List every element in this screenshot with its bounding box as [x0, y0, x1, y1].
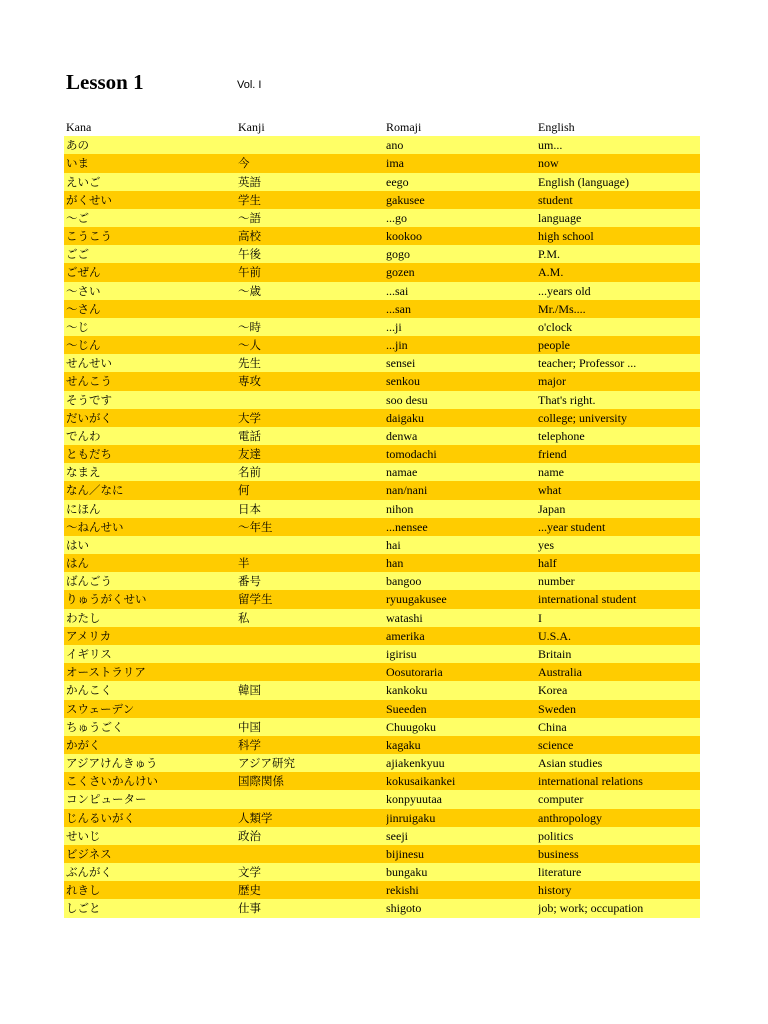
table-row — [64, 445, 700, 463]
romaji-cell: senkou — [386, 374, 420, 389]
english-cell: That's right. — [538, 392, 596, 407]
kana-cell: ぶんがく — [66, 865, 112, 880]
english-cell: international student — [538, 592, 637, 607]
english-cell: yes — [538, 537, 554, 552]
english-cell: high school — [538, 229, 594, 244]
kana-cell: 〜じ — [66, 319, 89, 334]
romaji-cell: watashi — [386, 610, 423, 625]
kana-cell: こうこう — [66, 229, 112, 244]
english-cell: major — [538, 374, 566, 389]
kana-cell: がくせい — [66, 192, 112, 207]
romaji-cell: gakusee — [386, 192, 425, 207]
kana-cell: オーストラリア — [66, 665, 146, 680]
english-cell: student — [538, 192, 573, 207]
kana-cell: かがく — [66, 737, 101, 752]
romaji-cell: ajiakenkyuu — [386, 756, 445, 771]
english-cell: Japan — [538, 501, 566, 516]
kanji-cell: 私 — [238, 610, 250, 625]
english-cell: history — [538, 883, 572, 898]
english-cell: number — [538, 574, 575, 589]
kanji-cell: 国際関係 — [238, 774, 284, 789]
english-cell: job; work; occupation — [538, 901, 644, 916]
romaji-cell: hai — [386, 537, 401, 552]
english-cell: Australia — [538, 665, 582, 680]
header-english: English — [538, 120, 575, 134]
kanji-cell: 専攻 — [238, 374, 261, 389]
table-row — [64, 700, 700, 718]
kana-cell: だいがく — [66, 410, 112, 425]
english-cell: international relations — [538, 774, 643, 789]
kanji-cell — [238, 136, 386, 154]
english-cell: business — [538, 846, 579, 861]
kanji-cell: 文学 — [238, 865, 261, 880]
english-cell: China — [538, 719, 567, 734]
romaji-cell: sensei — [386, 356, 416, 371]
romaji-cell: ima — [386, 156, 404, 171]
table-row — [64, 136, 700, 154]
english-cell: ...years old — [538, 283, 591, 298]
english-cell: what — [538, 483, 562, 498]
header-kanji: Kanji — [238, 120, 265, 134]
kanji-cell — [238, 845, 386, 863]
kana-cell: はい — [66, 537, 89, 552]
romaji-cell: eego — [386, 174, 409, 189]
kanji-cell: 中国 — [238, 719, 261, 734]
kana-cell: ちゅうごく — [66, 719, 124, 734]
romaji-cell: ...sai — [386, 283, 409, 298]
english-cell: people — [538, 338, 570, 353]
kana-cell: じんるいがく — [66, 810, 135, 825]
table-row — [64, 863, 700, 881]
table-row — [64, 409, 700, 427]
english-cell: college; university — [538, 410, 627, 425]
table-row — [64, 481, 700, 499]
romaji-cell: ...san — [386, 301, 411, 316]
kana-cell: れきし — [66, 883, 101, 898]
romaji-cell: ...jin — [386, 338, 408, 353]
romaji-cell: Oosutoraria — [386, 665, 443, 680]
romaji-cell: kankoku — [386, 683, 428, 698]
kana-cell: はん — [66, 556, 89, 571]
romaji-cell: ...go — [386, 210, 407, 225]
kana-cell: こくさいかんけい — [66, 774, 158, 789]
page-title: Lesson 1 — [66, 70, 144, 94]
kanji-cell — [238, 300, 386, 318]
romaji-cell: amerika — [386, 628, 425, 643]
english-cell: politics — [538, 828, 574, 843]
romaji-cell: rekishi — [386, 883, 419, 898]
table-row — [64, 554, 700, 572]
table-row — [64, 536, 700, 554]
table-row — [64, 245, 700, 263]
english-cell: A.M. — [538, 265, 564, 280]
romaji-cell: daigaku — [386, 410, 424, 425]
english-cell: U.S.A. — [538, 628, 572, 643]
kanji-cell — [238, 663, 386, 681]
table-row — [64, 736, 700, 754]
romaji-cell: shigoto — [386, 901, 422, 916]
table-row — [64, 354, 700, 372]
kana-cell: ばんごう — [66, 574, 112, 589]
kana-cell: ごぜん — [66, 265, 101, 280]
english-cell: Sweden — [538, 701, 576, 716]
kana-cell: りゅうがくせい — [66, 592, 147, 607]
kanji-cell: 午前 — [238, 265, 261, 280]
table-row — [64, 263, 700, 281]
english-cell: name — [538, 465, 564, 480]
english-cell: science — [538, 737, 574, 752]
romaji-cell: ...ji — [386, 319, 402, 334]
english-cell: teacher; Professor ... — [538, 356, 637, 371]
table-row — [64, 282, 700, 300]
kana-cell: でんわ — [66, 428, 101, 443]
romaji-cell: soo desu — [386, 392, 428, 407]
romaji-cell: ...nensee — [386, 519, 428, 534]
romaji-cell: kookoo — [386, 229, 422, 244]
romaji-cell: jinruigaku — [386, 810, 436, 825]
kanji-cell: 英語 — [238, 174, 261, 189]
table-header — [64, 118, 700, 136]
kanji-cell: 高校 — [238, 229, 261, 244]
kanji-cell: 韓国 — [238, 683, 261, 698]
kana-cell: 〜さん — [66, 301, 101, 316]
table-row — [64, 300, 700, 318]
kanji-cell: 半 — [238, 556, 250, 571]
romaji-cell: ano — [386, 138, 404, 153]
english-cell: computer — [538, 792, 584, 807]
table-row — [64, 627, 700, 645]
table-row — [64, 500, 700, 518]
table-row — [64, 427, 700, 445]
english-cell: anthropology — [538, 810, 602, 825]
kana-cell: にほん — [66, 501, 101, 516]
english-cell: o'clock — [538, 319, 573, 334]
romaji-cell: igirisu — [386, 646, 417, 661]
kana-cell: スウェーデン — [66, 701, 135, 716]
kanji-cell: 〜人 — [238, 338, 261, 353]
table-row — [64, 154, 700, 172]
kanji-cell: 電話 — [238, 428, 261, 443]
table-row — [64, 754, 700, 772]
table-row — [64, 809, 700, 827]
table-row — [64, 518, 700, 536]
table-row — [64, 209, 700, 227]
romaji-cell: tomodachi — [386, 447, 437, 462]
english-cell: Asian studies — [538, 756, 603, 771]
table-row — [64, 827, 700, 845]
romaji-cell: seeji — [386, 828, 408, 843]
table-row — [64, 663, 700, 681]
romaji-cell: konpyuutaa — [386, 792, 442, 807]
table-body — [64, 136, 700, 917]
romaji-cell: bijinesu — [386, 846, 424, 861]
romaji-cell: denwa — [386, 428, 418, 443]
kanji-cell: 人類学 — [238, 810, 273, 825]
english-cell: I — [538, 610, 542, 625]
table-row — [64, 227, 700, 245]
kanji-cell — [238, 790, 386, 808]
kana-cell: かんこく — [66, 683, 112, 698]
table-row — [64, 681, 700, 699]
english-cell: P.M. — [538, 247, 561, 262]
kanji-cell: 今 — [238, 156, 250, 171]
table-row — [64, 645, 700, 663]
kanji-cell: 何 — [238, 483, 250, 498]
english-cell: friend — [538, 447, 567, 462]
kana-cell: しごと — [66, 901, 101, 916]
romaji-cell: nihon — [386, 501, 414, 516]
romaji-cell: ryuugakusee — [386, 592, 447, 607]
kana-cell: わたし — [66, 610, 101, 625]
table-row — [64, 609, 700, 627]
kana-cell: コンピューター — [66, 792, 147, 807]
kana-cell: ビジネス — [66, 846, 112, 861]
kanji-cell: 〜語 — [238, 210, 261, 225]
table-row — [64, 881, 700, 899]
header-kana: Kana — [66, 120, 92, 134]
romaji-cell: namae — [386, 465, 418, 480]
table-row — [64, 572, 700, 590]
romaji-cell: gozen — [386, 265, 415, 280]
table-row — [64, 318, 700, 336]
vocabulary-table — [64, 118, 700, 918]
english-cell: telephone — [538, 428, 585, 443]
kana-cell: 〜ねんせい — [66, 519, 124, 534]
romaji-cell: han — [386, 556, 404, 571]
kanji-cell: 歴史 — [238, 883, 261, 898]
kanji-cell: 政治 — [238, 828, 261, 843]
kana-cell: あの — [66, 138, 89, 153]
kana-cell: せいじ — [66, 828, 101, 843]
romaji-cell: Sueeden — [386, 701, 427, 716]
kanji-cell: アジア研究 — [238, 756, 296, 771]
table-row — [64, 590, 700, 608]
english-cell: Britain — [538, 646, 572, 661]
kanji-cell: 仕事 — [238, 901, 261, 916]
kanji-cell: 名前 — [238, 465, 261, 480]
kana-cell: そうです — [66, 392, 112, 407]
kanji-cell — [238, 700, 386, 718]
kanji-cell: 科学 — [238, 737, 261, 752]
table-row — [64, 391, 700, 409]
kanji-cell: 〜歳 — [238, 283, 261, 298]
kanji-cell: 午後 — [238, 247, 261, 262]
kana-cell: アジアけんきゅう — [66, 756, 158, 771]
romaji-cell: Chuugoku — [386, 719, 437, 734]
kanji-cell — [238, 536, 386, 554]
kanji-cell: 大学 — [238, 410, 261, 425]
table-row — [64, 718, 700, 736]
romaji-cell: gogo — [386, 247, 410, 262]
volume-label: Vol. I — [237, 79, 262, 91]
kanji-cell — [238, 627, 386, 645]
kana-cell: 〜ご — [66, 210, 89, 225]
kana-cell: せんせい — [66, 356, 112, 371]
romaji-cell: bungaku — [386, 865, 428, 880]
english-cell: English (language) — [538, 174, 629, 189]
kanji-cell: 番号 — [238, 574, 261, 589]
table-row — [64, 372, 700, 390]
kanji-cell: 留学生 — [238, 592, 273, 607]
romaji-cell: kagaku — [386, 737, 421, 752]
english-cell: literature — [538, 865, 582, 880]
romaji-cell: nan/nani — [386, 483, 428, 498]
table-row — [64, 463, 700, 481]
kanji-cell: 先生 — [238, 356, 261, 371]
table-row — [64, 336, 700, 354]
english-cell: Mr./Ms.... — [538, 301, 586, 316]
english-cell: language — [538, 210, 582, 225]
table-row — [64, 790, 700, 808]
table-row — [64, 899, 700, 917]
kanji-cell: 日本 — [238, 501, 261, 516]
kana-cell: 〜じん — [66, 338, 101, 353]
kanji-cell — [238, 391, 386, 409]
english-cell: now — [538, 156, 559, 171]
english-cell: ...year student — [538, 519, 606, 534]
header-romaji: Romaji — [386, 120, 422, 134]
kana-cell: なまえ — [66, 465, 101, 480]
english-cell: um... — [538, 138, 563, 153]
table-row — [64, 173, 700, 191]
kana-cell: いま — [66, 156, 89, 171]
romaji-cell: bangoo — [386, 574, 422, 589]
kanji-cell: 〜時 — [238, 319, 261, 334]
table-row — [64, 845, 700, 863]
kana-cell: ごご — [66, 247, 89, 262]
kana-cell: イギリス — [66, 646, 112, 661]
kanji-cell: 学生 — [238, 192, 261, 207]
kana-cell: えいご — [66, 174, 101, 189]
kana-cell: なん／なに — [66, 483, 124, 498]
english-cell: half — [538, 556, 557, 571]
table-row — [64, 772, 700, 790]
kanji-cell — [238, 645, 386, 663]
romaji-cell: kokusaikankei — [386, 774, 456, 789]
kana-cell: ともだち — [66, 447, 112, 462]
kanji-cell: 友達 — [238, 447, 261, 462]
kana-cell: 〜さい — [66, 283, 101, 298]
kanji-cell: 〜年生 — [238, 519, 273, 534]
english-cell: Korea — [538, 683, 568, 698]
table-row — [64, 191, 700, 209]
kana-cell: アメリカ — [66, 628, 112, 643]
kana-cell: せんこう — [66, 374, 112, 389]
